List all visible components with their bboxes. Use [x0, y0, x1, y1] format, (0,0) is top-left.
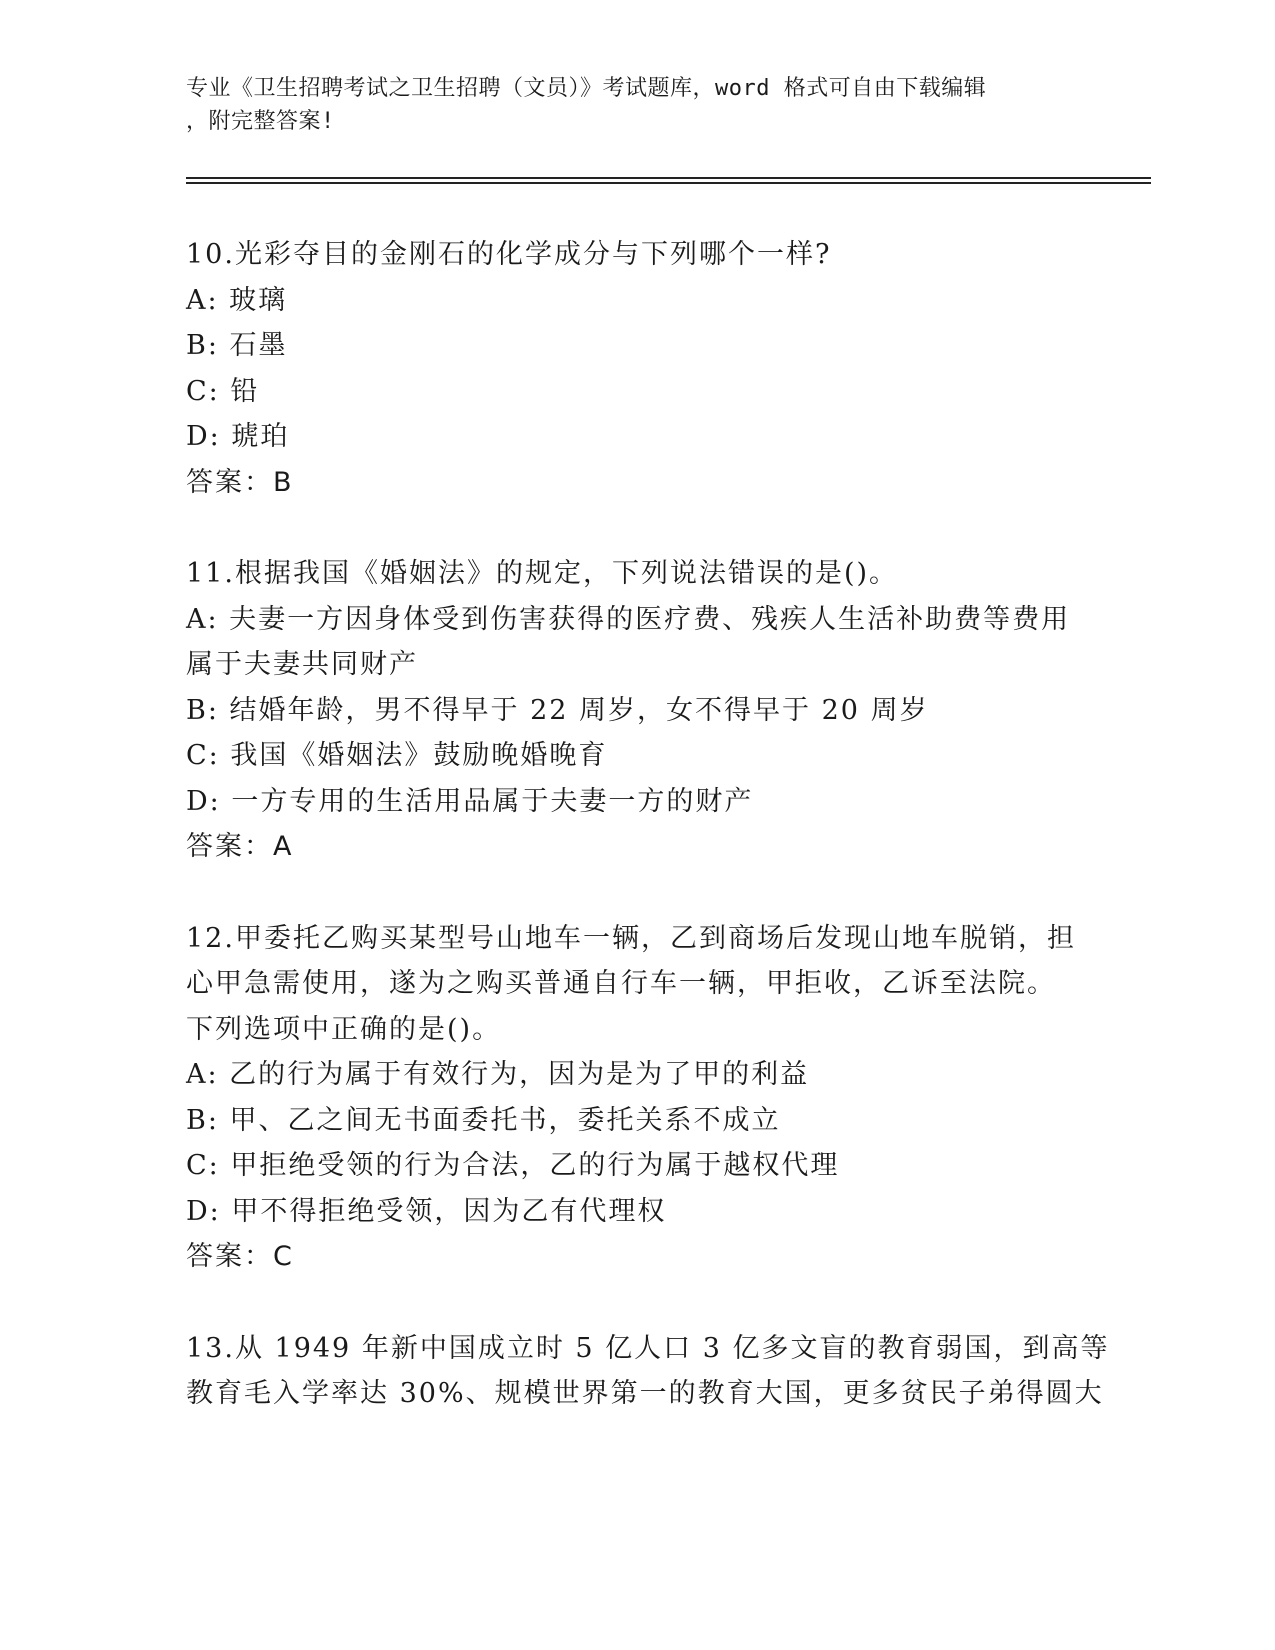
question-stem-line: 11.根据我国《婚姻法》的规定，下列说法错误的是()。 [186, 558, 899, 589]
option-item [186, 1052, 1086, 1098]
option-item [186, 1143, 1086, 1189]
option-text: B: 甲、乙之间无书面委托书，委托关系不成立 [186, 1104, 781, 1136]
question-block [186, 1326, 1110, 1417]
option-text: 属于夫妻共同财产 [186, 649, 418, 680]
question-block [186, 916, 1086, 1280]
option-item [186, 688, 1086, 734]
option-text: B: 结婚年龄，男不得早于 22 周岁，女不得早于 20 周岁 [186, 694, 929, 726]
option-text: A: 玻璃 [186, 284, 288, 316]
option-item [186, 1189, 1086, 1235]
question-stem-line: 教育毛入学率达 30%、规模世界第一的教育大国，更多贫民子弟得圆大 [186, 1378, 1104, 1409]
option-item [186, 597, 1086, 688]
answer-text: 答案：C [186, 1241, 294, 1272]
option-text: C: 铅 [186, 375, 260, 407]
option-text: C: 甲拒绝受领的行为合法，乙的行为属于越权代理 [186, 1150, 840, 1181]
option-item [186, 1098, 1086, 1144]
option-text: A: 乙的行为属于有效行为，因为是为了甲的利益 [186, 1059, 810, 1090]
option-text: D: 一方专用的生活用品属于夫妻一方的财产 [186, 785, 754, 817]
option-item [186, 733, 1086, 779]
option-text: D: 甲不得拒绝受领，因为乙有代理权 [186, 1195, 667, 1227]
document-header [186, 72, 1066, 138]
option-item [186, 779, 1086, 825]
question-block [186, 232, 1086, 505]
option-text: D: 琥珀 [186, 421, 290, 452]
answer-text: 答案：A [186, 831, 294, 862]
question-stem-line: 13.从 1949 年新中国成立时 5 亿人口 3 亿多文盲的教育弱国，到高等 [186, 1332, 1110, 1364]
option-text: B: 石墨 [186, 330, 288, 361]
option-item [186, 414, 1086, 460]
option-text: C: 我国《婚姻法》鼓励晚婚晚育 [186, 740, 608, 771]
header-divider-bottom [186, 182, 1151, 184]
option-text: A: 夫妻一方因身体受到伤害获得的医疗费、残疾人生活补助费等费用 [186, 603, 1071, 635]
option-item [186, 323, 1086, 369]
question-stem-line: 心甲急需使用，遂为之购买普通自行车一辆，甲拒收，乙诉至法院。 [186, 968, 1056, 999]
question-stem-line: 12.甲委托乙购买某型号山地车一辆，乙到商场后发现山地车脱销，担 [186, 922, 1076, 954]
header-divider-top [186, 177, 1151, 179]
header-line-1: 专业《卫生招聘考试之卫生招聘（文员）》考试题库，word 格式可自由下载编辑 [186, 76, 987, 101]
answer-text: 答案：B [186, 466, 294, 498]
question-stem-line: 10.光彩夺目的金刚石的化学成分与下列哪个一样? [186, 239, 832, 270]
option-item [186, 369, 1086, 415]
question-stem-line: 下列选项中正确的是()。 [186, 1013, 502, 1045]
option-item [186, 278, 1086, 324]
header-line-2: ，附完整答案! [186, 109, 335, 134]
question-list [186, 232, 1110, 1463]
question-block [186, 551, 1086, 870]
